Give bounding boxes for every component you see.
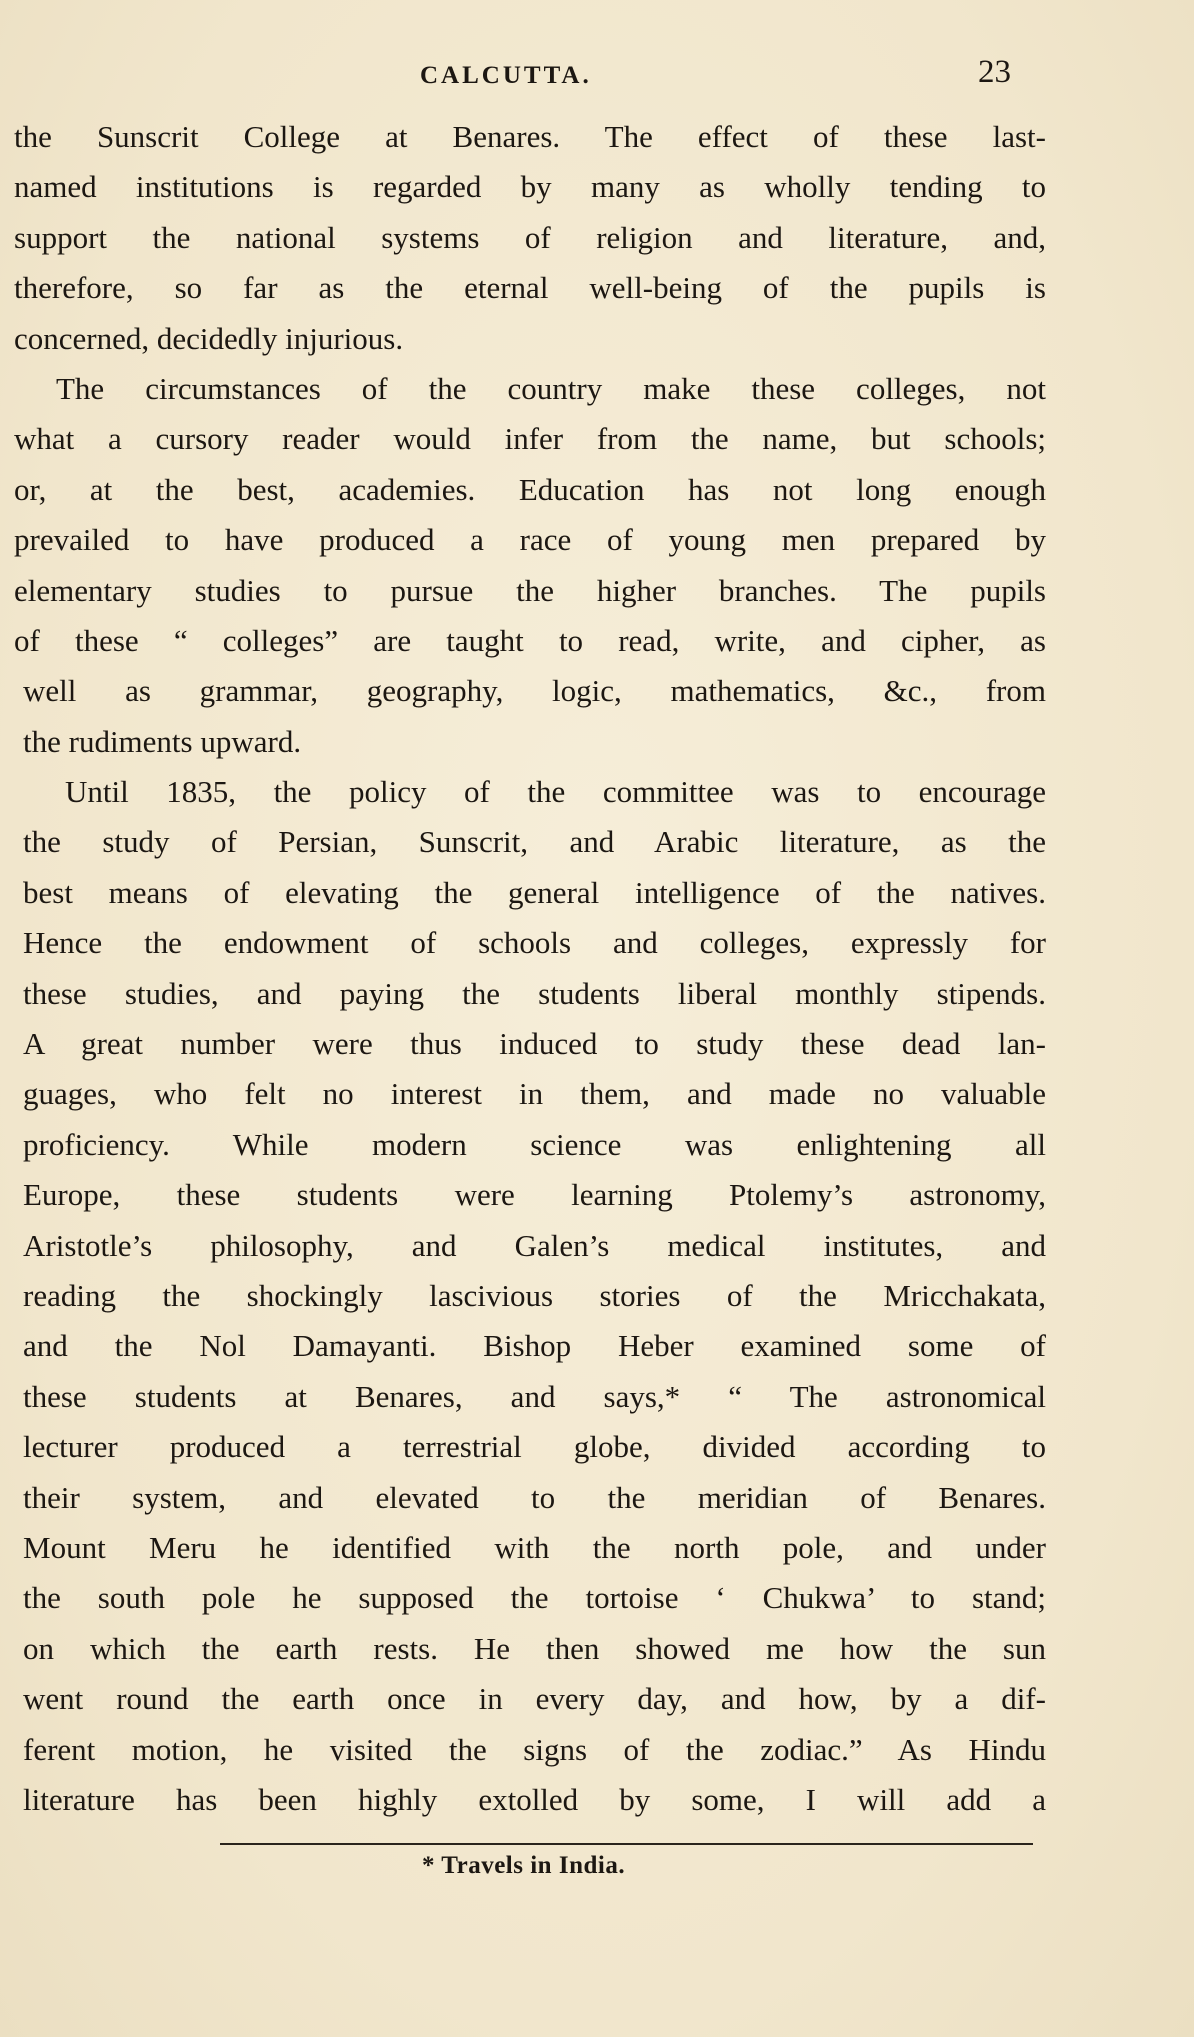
text-line: literature has been highly extolled by some, I will add a	[23, 1781, 1046, 1817]
text-line: the study of Persian, Sunscrit, and Arabic literature, as the	[23, 824, 1046, 860]
footnote: * Travels in India.	[422, 1852, 626, 1879]
text-line: A great number were thus induced to study these dead lan-	[23, 1026, 1046, 1062]
text-line: named institutions is regarded by many as wholly tending to	[14, 169, 1046, 205]
text-line: guages, who felt no interest in them, and made no valuable	[23, 1076, 1046, 1112]
running-head: CALCUTTA.	[420, 62, 592, 89]
text-line: these studies, and paying the students liberal monthly stipends.	[23, 975, 1046, 1011]
text-line: went round the earth once in every day, and how, by a dif-	[23, 1681, 1046, 1717]
text-line: Until 1835, the policy of the committee was to encourage	[65, 774, 1046, 810]
text-line: ferent motion, he visited the signs of the zodiac.” As Hindu	[23, 1731, 1046, 1767]
text-line: well as grammar, geography, logic, mathematics, &c., from	[23, 673, 1046, 709]
text-line: support the national systems of religion and literature, and,	[14, 219, 1046, 255]
text-line: best means of elevating the general intelligence of the natives.	[23, 874, 1046, 910]
text-line: The circumstances of the country make these colleges, not	[56, 370, 1046, 406]
text-line: prevailed to have produced a race of young men prepared by	[14, 522, 1046, 558]
page-header	[0, 52, 1194, 102]
text-line: proficiency. While modern science was enlightening all	[23, 1126, 1046, 1162]
text-line: Hence the endowment of schools and colleges, expressly for	[23, 925, 1046, 961]
text-line: of these “ colleges” are taught to read, write, and cipher, as	[14, 622, 1046, 658]
text-line: the south pole he supposed the tortoise ‘ Chukwa’ to stand;	[23, 1580, 1046, 1616]
text-line: on which the earth rests. He then showed me how the sun	[23, 1630, 1046, 1666]
text-line: concerned, decidedly injurious.	[14, 320, 404, 356]
footnote-rule	[220, 1843, 1033, 1845]
text-line: reading the shockingly lascivious stories of the Mricchakata,	[23, 1277, 1046, 1313]
text-line: therefore, so far as the eternal well-being of the pupils is	[14, 270, 1046, 306]
body-text	[14, 112, 1046, 1825]
text-line: elementary studies to pursue the higher branches. The pupils	[14, 572, 1046, 608]
text-line: Europe, these students were learning Ptolemy’s astronomy,	[23, 1177, 1046, 1213]
page-number: 23	[978, 54, 1011, 90]
text-line: these students at Benares, and says,* “ The astronomical	[23, 1378, 1046, 1414]
text-line: the rudiments upward.	[23, 723, 302, 759]
text-line: Aristotle’s philosophy, and Galen’s medical institutes, and	[23, 1227, 1046, 1263]
text-line: what a cursory reader would infer from the name, but schools;	[14, 421, 1046, 457]
text-line: the Sunscrit College at Benares. The effect of these last-	[14, 119, 1046, 154]
text-line: and the Nol Damayanti. Bishop Heber examined some of	[23, 1328, 1046, 1364]
text-line: their system, and elevated to the meridian of Benares.	[23, 1479, 1046, 1515]
text-line: lecturer produced a terrestrial globe, divided according to	[23, 1429, 1046, 1465]
text-line: or, at the best, academies. Education has not long enough	[14, 471, 1046, 507]
text-line: Mount Meru he identified with the north pole, and under	[23, 1529, 1046, 1565]
